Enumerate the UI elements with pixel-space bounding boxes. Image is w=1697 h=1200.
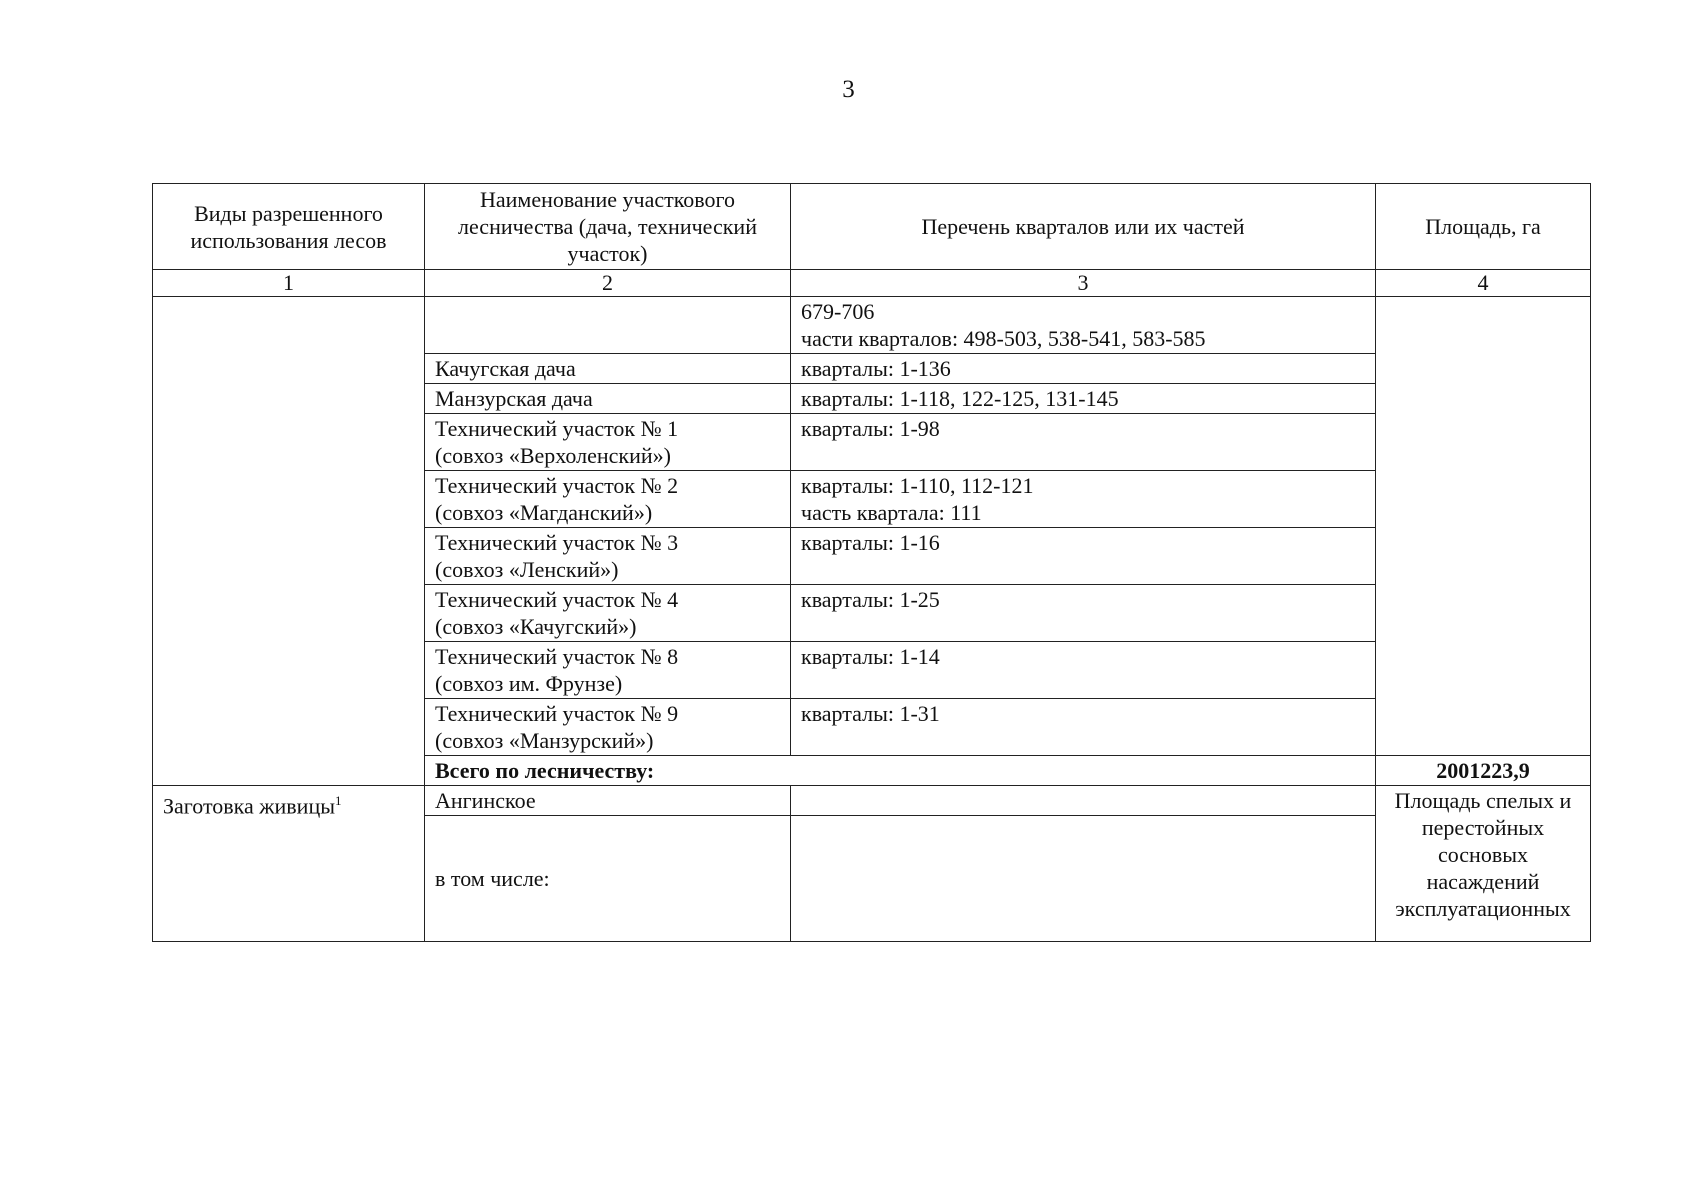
forestry-name-sub: (совхоз «Ленский») <box>435 557 619 582</box>
table-header-row <box>153 184 1591 270</box>
including-label: в том числе: <box>435 866 550 891</box>
use-type-cell <box>153 786 425 942</box>
header-forestry-name: Наименование участкового лесничества (дача, технический участок) <box>425 184 791 270</box>
header-quarters-list: Перечень кварталов или их частей <box>791 184 1376 270</box>
use-type-cell-empty <box>153 297 425 786</box>
quarters-line: кварталы: 1-25 <box>801 587 940 612</box>
area-description-line: эксплуатационных <box>1395 896 1571 921</box>
quarters-line: кварталы: 1-110, 112-121 <box>801 473 1034 498</box>
quarters-cell <box>791 414 1376 471</box>
forestry-name-cell <box>425 699 791 756</box>
forestry-name-sub: (совхоз им. Фрунзе) <box>435 671 623 696</box>
forestry-name: Качугская дача <box>435 356 576 381</box>
area-description-line: сосновых <box>1437 842 1529 867</box>
table-row <box>153 297 1591 354</box>
forest-use-table <box>152 183 1591 942</box>
area-cell-empty <box>1376 297 1591 756</box>
column-number: 3 <box>791 270 1376 297</box>
quarters-cell <box>791 642 1376 699</box>
forestry-name-cell-empty <box>425 297 791 354</box>
including-cell <box>425 816 791 942</box>
forestry-name-sub: (совхоз «Качугский») <box>435 614 637 639</box>
header-use-type: Виды разрешенного использования лесов <box>153 184 425 270</box>
quarters-line: кварталы: 1-136 <box>801 356 951 381</box>
column-number-row <box>153 270 1591 297</box>
area-description-line: перестойных <box>1421 815 1545 840</box>
forestry-name-cell <box>425 528 791 585</box>
forestry-name-cell <box>425 414 791 471</box>
forestry-name-cell <box>425 585 791 642</box>
forestry-name: Технический участок № 1 <box>435 416 679 441</box>
quarters-cell <box>791 699 1376 756</box>
forestry-name-cell <box>425 354 791 384</box>
forestry-name-cell <box>425 786 791 816</box>
quarters-line: кварталы: 1-31 <box>801 701 940 726</box>
total-label: Всего по лесничеству: <box>425 756 1376 786</box>
column-number: 4 <box>1376 270 1591 297</box>
header-area: Площадь, га <box>1376 184 1591 270</box>
forestry-name-cell <box>425 471 791 528</box>
forestry-name: Технический участок № 4 <box>435 587 679 612</box>
quarters-cell <box>791 585 1376 642</box>
forestry-name: Технический участок № 2 <box>435 473 679 498</box>
forestry-name: Ангинское <box>435 788 536 813</box>
area-description-line: Площадь спелых и <box>1394 788 1572 813</box>
forestry-name-sub: (совхоз «Верхоленский») <box>435 443 671 468</box>
forestry-name-cell <box>425 384 791 414</box>
forestry-name: Технический участок № 9 <box>435 701 679 726</box>
column-number: 1 <box>153 270 425 297</box>
quarters-cell-empty <box>791 816 1376 942</box>
forestry-name-sub: (совхоз «Манзурский») <box>435 728 654 753</box>
forestry-name: Технический участок № 3 <box>435 530 679 555</box>
quarters-line: часть квартала: 111 <box>801 500 982 525</box>
page-number: 3 <box>842 76 855 103</box>
resin-row <box>153 786 1591 816</box>
use-type-label: Заготовка живицы <box>163 793 335 819</box>
quarters-cell <box>791 528 1376 585</box>
quarters-cell <box>791 471 1376 528</box>
footnote-marker: 1 <box>335 793 342 808</box>
quarters-line: кварталы: 1-14 <box>801 644 940 669</box>
quarters-cell <box>791 297 1376 354</box>
forestry-name: Манзурская дача <box>435 386 593 411</box>
forestry-name-cell <box>425 642 791 699</box>
quarters-cell <box>791 384 1376 414</box>
quarters-cell <box>791 354 1376 384</box>
forestry-name: Технический участок № 8 <box>435 644 679 669</box>
area-description-line: насаждений <box>1426 869 1540 894</box>
quarters-line: 679-706 <box>801 299 875 324</box>
area-description-cell <box>1376 786 1591 942</box>
quarters-line: кварталы: 1-118, 122-125, 131-145 <box>801 386 1119 411</box>
total-value: 2001223,9 <box>1376 756 1591 786</box>
column-number: 2 <box>425 270 791 297</box>
forestry-name-sub: (совхоз «Магданский») <box>435 500 653 525</box>
quarters-line: части кварталов: 498-503, 538-541, 583-585 <box>801 326 1206 351</box>
quarters-line: кварталы: 1-98 <box>801 416 940 441</box>
quarters-line: кварталы: 1-16 <box>801 530 940 555</box>
quarters-cell-empty <box>791 786 1376 816</box>
